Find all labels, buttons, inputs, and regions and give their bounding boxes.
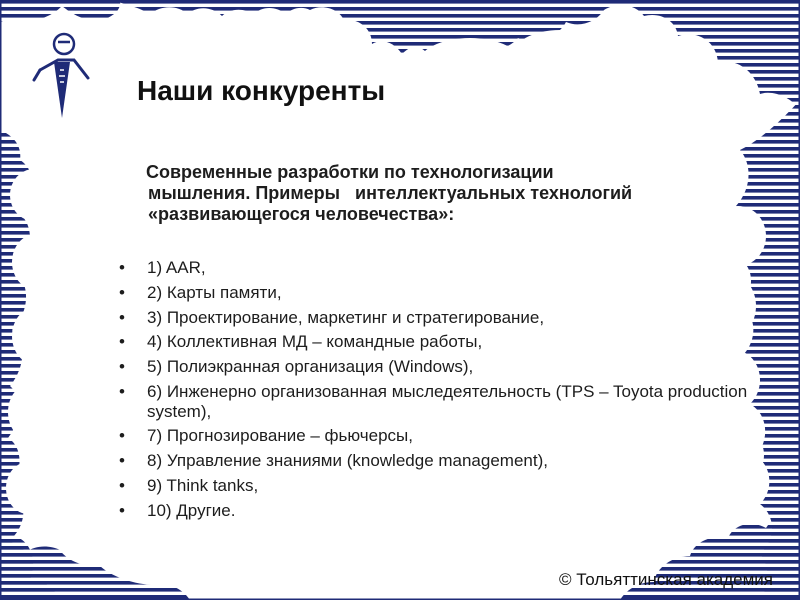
subtitle-line: мышления. Примеры интеллектуальных технологий — [148, 183, 633, 203]
list-item-text: 5) Полиэкранная организация (Windows), — [147, 357, 474, 377]
bullet-icon: • — [119, 451, 125, 471]
list-item-text: 6) Инженерно организованная мыследеятельность (TPS – Toyota production system), — [147, 381, 748, 421]
slide-title: Наши конкуренты — [137, 75, 386, 106]
list-item-text: 10) Другие. — [147, 500, 236, 520]
list-item-text: 9) Think tanks, — [147, 475, 259, 495]
list-item — [116, 357, 766, 377]
bullet-icon: • — [119, 500, 125, 520]
list-item — [116, 308, 766, 328]
list-item — [116, 258, 766, 278]
list-item-text: 8) Управление знаниями (knowledge management), — [147, 451, 548, 471]
copyright-footer: © Тольяттинская академия — [558, 570, 773, 589]
list-item-text: 2) Карты памяти, — [147, 282, 282, 302]
list-item-text: 4) Коллективная МД – командные работы, — [147, 332, 483, 352]
list-item-text: 7) Прогнозирование – фьючерсы, — [147, 426, 413, 446]
bullet-icon: • — [119, 426, 125, 446]
subtitle-line: «развивающегося человечества»: — [148, 204, 455, 224]
list-item — [116, 476, 766, 496]
bullet-icon: • — [119, 381, 125, 401]
bullet-icon: • — [119, 282, 125, 302]
bullet-icon: • — [119, 307, 125, 327]
list-item — [116, 332, 766, 352]
stick-figure-logo-icon — [30, 30, 94, 122]
slide-subtitle — [140, 162, 760, 225]
bullet-icon: • — [119, 357, 125, 377]
bullet-icon: • — [119, 332, 125, 352]
bullet-icon: • — [119, 475, 125, 495]
list-item — [116, 501, 766, 521]
list-item-text: 3) Проектирование, маркетинг и стратегирование, — [147, 307, 545, 327]
subtitle-line: Современные разработки по технологизации — [146, 162, 554, 182]
list-item — [116, 283, 766, 303]
list-item-text: 1) AAR, — [147, 258, 206, 277]
bullet-icon: • — [119, 258, 125, 277]
list-item — [116, 382, 766, 421]
bullet-list — [116, 258, 766, 525]
list-item — [116, 426, 766, 446]
stripe-cloud-top-left — [0, 0, 120, 22]
list-item — [116, 451, 766, 471]
